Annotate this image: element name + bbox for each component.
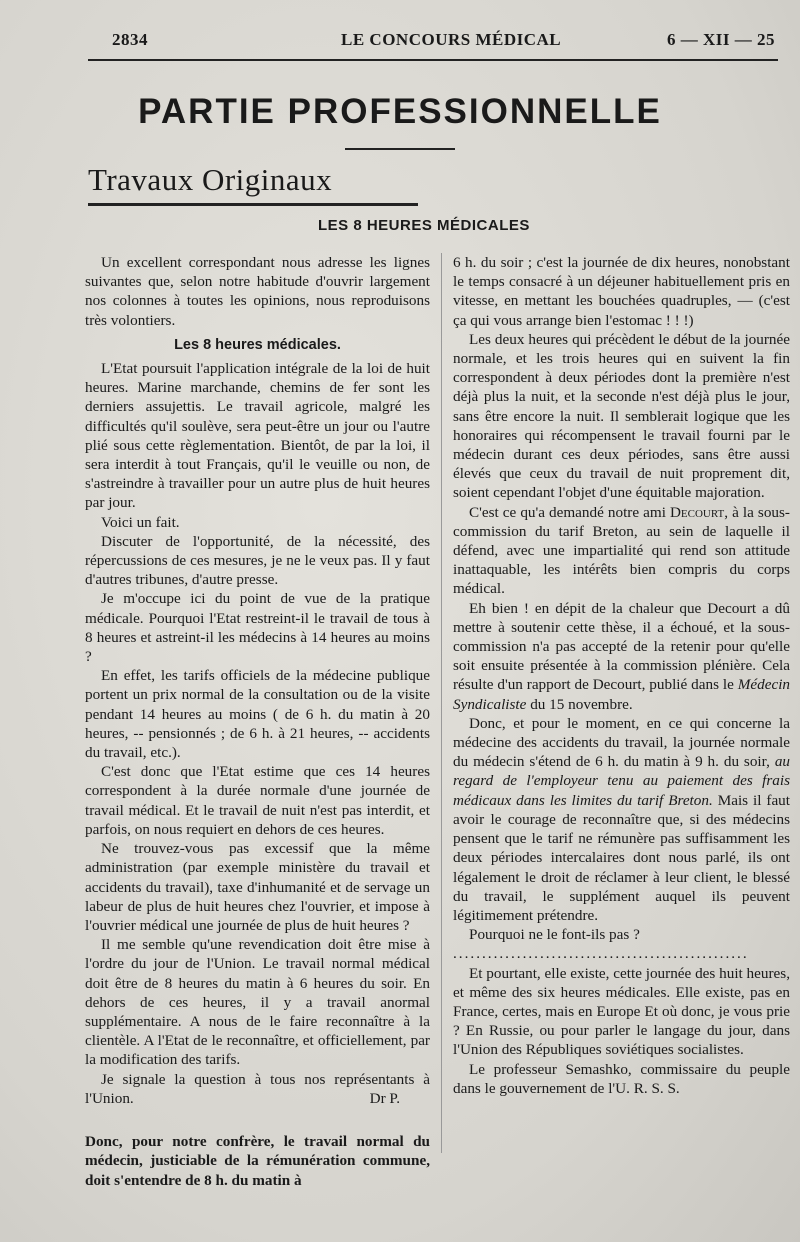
text-run: Mais il faut avoir le courage de reconnaître que, si des médecins pensent que le tarif ne rémunère pas suffisamment les deux périodes intercalaires dont nous parlé, ils ont légalement le droit de réclamer à leur client, le blessé du travail, le supplément auquel ils peuvent légitimement prétendre.	[453, 791, 790, 924]
running-head	[112, 30, 775, 54]
intro-paragraph: Un excellent correspondant nous adresse les lignes suivantes que, selon notre habitude d'ouvrir largement nos colonnes à toutes les opinions, nous reproduisons très volontiers.	[85, 254, 430, 329]
letter-signature: Dr P.	[369, 1089, 400, 1107]
paragraph	[453, 714, 790, 925]
paragraph	[453, 503, 790, 599]
paragraph	[453, 599, 790, 714]
header-rule	[88, 59, 778, 61]
text-run: C'est ce qu'a demandé notre ami	[469, 503, 666, 521]
article-title: LES 8 HEURES MÉDICALES	[318, 217, 530, 234]
rubric-underline	[88, 203, 418, 206]
paragraph: L'Etat poursuit l'application intégrale de la loi de huit heures. Marine marchande, chemins de fer sont les derniers assujettis. Le travail agricole, malgré les difficultés qu'il soulève, sera peut-être un jour ou l'autre plié sous cette règlementation. Bientôt, de par la loi, il sera interdit à tout Français, qu'il le veuille ou non, de s'astreindre à travailler pour un autre plus de huit heures par jour.	[85, 360, 430, 512]
paragraph: Les deux heures qui précèdent le début de la journée normale, et les trois heures qui en suivent la fin correspondent à deux périodes dont la première n'est déjà plus la nuit, et la seconde n'est déjà plus le jour, sans être encore la nuit. Il semblerait logique que les honoraires qui récompensent le travail fourni par le médecin durant ces deux périodes, sans être aussi élevés que ceux du travail de nuit proprement dit, soient cependant l'objet d'une équitable majoration.	[453, 330, 790, 502]
page-number: 2834	[112, 30, 148, 49]
text-run: Donc, et pour le moment, en ce qui concerne la médecine des accidents du travail, la journée normale du médecin s'étend de 6 h. du matin à 9 h. du soir,	[453, 714, 790, 771]
paragraph: Il me semble qu'une revendication doit être mise à l'ordre du jour de l'Union. Le travail normal médical doit être de 8 heures du matin à 6 heures du soir. En dehors de ces heures, il y a travail anormal supplémentaire. A nous de le faire reconnaître à la clientèle. A l'Etat de le reconnaître, et officiellement, par la modification des tarifs.	[85, 936, 430, 1069]
dotted-separator: ...................................................	[453, 945, 749, 963]
left-column	[85, 253, 430, 1190]
paragraph: Et pourtant, elle existe, cette journée des huit heures, et même des six heures médicales. Elle existe, pas en France, certes, mais en Europe Et où donc, je vous prie ? En Russie, ou pour parler le langage du jour, dans l'Union des Républiques soviétiques socialistes.	[453, 964, 790, 1059]
editorial-paragraph: Donc, pour notre confrère, le travail normal du médecin, justiciable de la rémunération commune, doit s'entendre de 8 h. du matin à	[85, 1133, 430, 1189]
section-divider	[345, 148, 455, 150]
text-run: du 15 novembre.	[530, 695, 633, 713]
journal-title: LE CONCOURS MÉDICAL	[341, 30, 562, 49]
journal-name: Médecin Syndicaliste	[453, 676, 791, 713]
italic-run: au regard de l'employeur tenu au paiement des frais médicaux dans les limites du tarif Breton.	[453, 753, 790, 809]
letter-subheading: Les 8 heures médicales.	[174, 336, 341, 353]
text-run: à la sous-commission du tarif Breton, au sein de laquelle il défend, avec une impartialité qui rend son attitude inattaquable, les intérêts bien compris du corps médical.	[453, 503, 790, 598]
paragraph: Le professeur Semashko, commissaire du peuple dans le gouvernement de l'U. R. S. S.	[453, 1060, 790, 1097]
paragraph: Je m'occupe ici du point de vue de la pratique médicale. Pourquoi l'Etat restreint-il le travail de tous à 8 heures et astreint-il les médecins à 14 heures au moins ?	[85, 590, 430, 666]
section-title: PARTIE PROFESSIONNELLE	[138, 92, 662, 131]
paragraph: C'est donc que l'Etat estime que ces 14 heures correspondent à la durée normale d'une journée de travail médical. Et le travail de nuit n'est pas interdit, et parfois, on nous requiert en dehors de ces heures.	[85, 763, 430, 838]
paragraph: Pourquoi ne le font-ils pas ?	[469, 926, 640, 944]
paragraph: Ne trouvez-vous pas excessif que la même administration (par exemple ministère du travail et accidents du travail), taxe d'inhumanité et de servage un labeur de plus de huit heures chez l'ouvrier, et impose à l'ouvrier médical une journée de plus de huit heures ?	[85, 840, 430, 934]
paragraph: Voici un fait.	[101, 513, 180, 531]
paragraph: Discuter de l'opportunité, de la nécessité, des répercussions de ces mesures, je ne le veux pas. Il y faut d'autres tribunes, d'autre presse.	[85, 532, 430, 589]
paragraph: 6 h. du soir ; c'est la journée de dix heures, nonobstant le temps consacré à un déjeuner habituellement pris en vitesse, en mettant les bouchées quadruples, — (c'est ça qui vous arrange bien l'estomac ! ! !)	[453, 254, 790, 329]
issue-date: 6 — XII — 25	[666, 30, 775, 49]
column-divider	[441, 253, 442, 1153]
paragraph: Je signale la question à tous nos représentants à l'Union.	[85, 1070, 430, 1107]
text-run: Eh bien ! en dépit de la chaleur que Decourt a dû mettre à soutenir cette thèse, il a échoué, et la sous-commission n'a pas accepté de la retenir pour qu'elle soit ensuite présentée à la commission plénière. Cela résulte d'un rapport de Decourt, publié dans le	[453, 599, 790, 694]
paragraph: En effet, les tarifs officiels de la médecine publique portent un prix normal de la consultation ou de la visite pendant 14 heures au moins ( de 6 h. du matin à 20 heures, -- pensionnés ; de 6 h. à 21 heures, -- accidents du travail, etc.).	[85, 667, 430, 762]
right-column	[453, 253, 790, 1098]
rubric-heading: Travaux Originaux	[88, 162, 333, 197]
person-name: Decourt,	[669, 503, 729, 521]
